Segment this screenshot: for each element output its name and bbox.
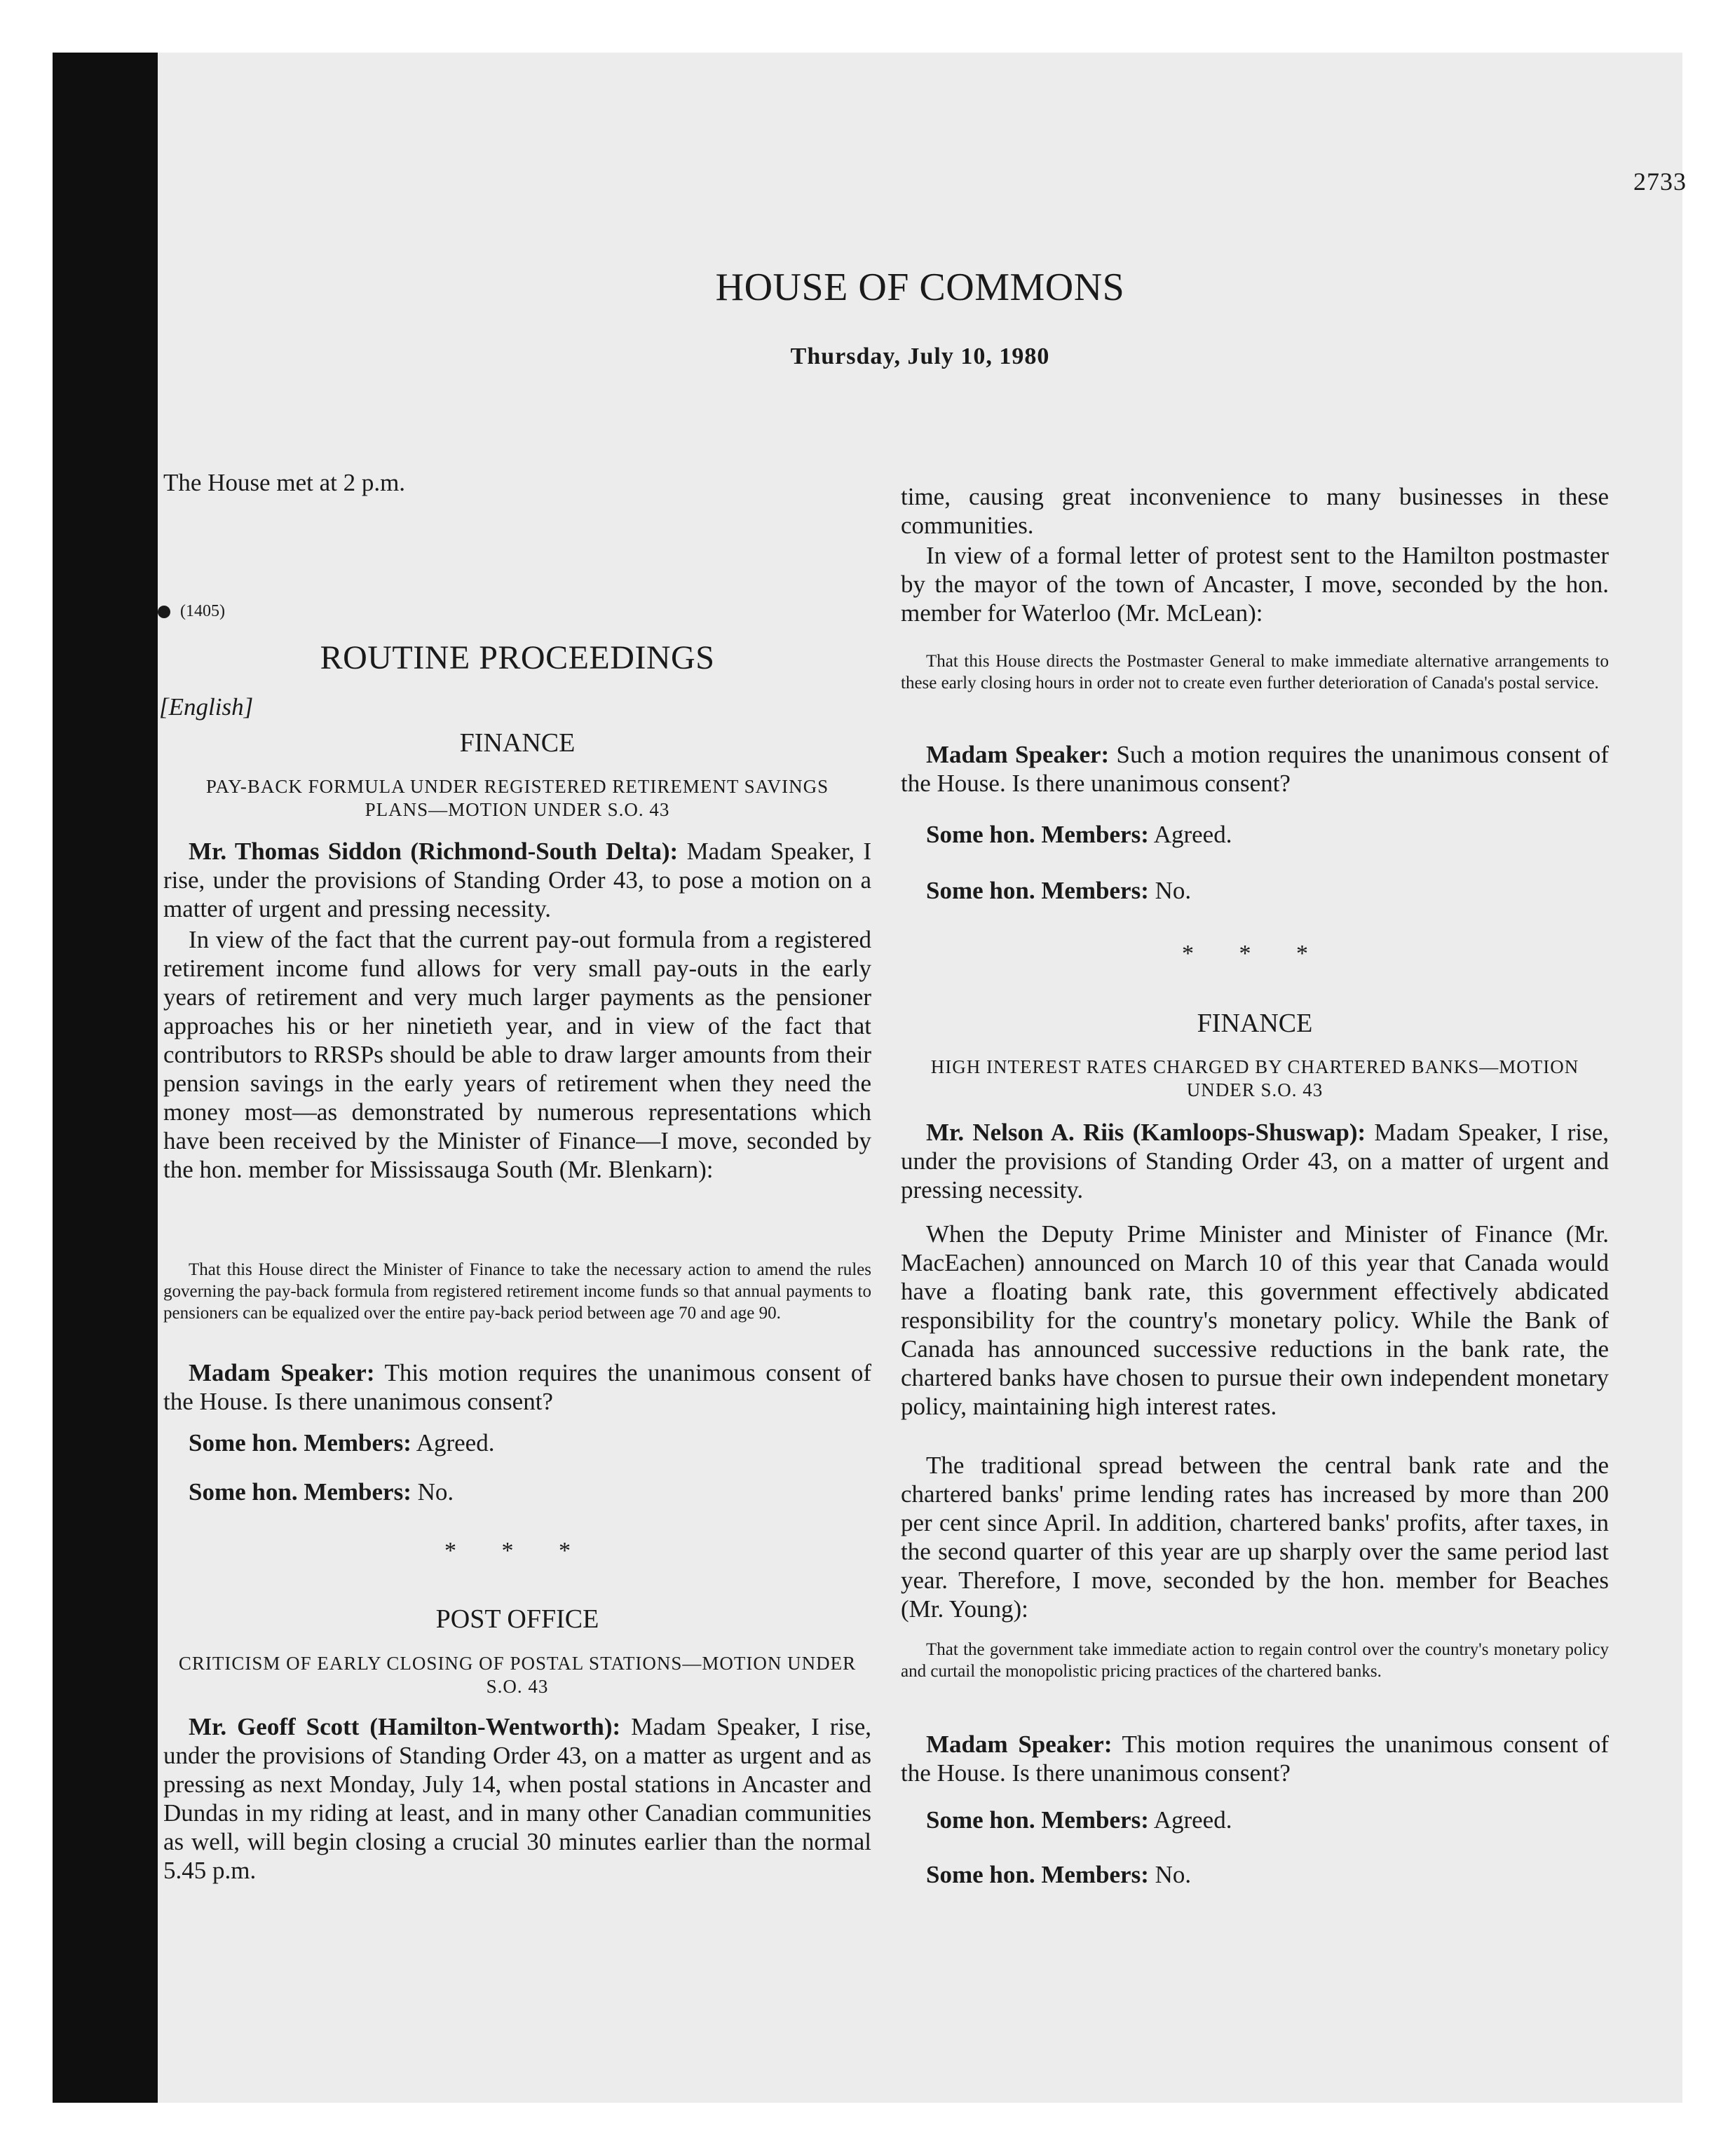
paragraph-text: This motion requires the unanimous consent of the House. Is there unanimous consent? xyxy=(163,1359,871,1415)
siddon-motion xyxy=(163,1259,871,1324)
paragraph-text: Madam Speaker, I rise, under the provisions of Standing Order 43, on a matter as urgent and as pressing as next Monday, July 14, when postal stations in Ancaster and Dundas in my riding at least, and in many other Canadian communities as well, will begin closing a crucial 30 minutes earlier than the normal 5.45 p.m. xyxy=(163,1713,871,1884)
riis-paragraph-3 xyxy=(901,1451,1609,1623)
routine-proceedings-heading: ROUTINE PROCEEDINGS xyxy=(320,639,715,676)
section-separator: * * * xyxy=(1182,941,1328,967)
scott-paragraph xyxy=(163,1712,871,1885)
speaker-name: Some hon. Members: xyxy=(926,1806,1149,1834)
scott-motion xyxy=(901,650,1609,694)
speaker-name: Madam Speaker: xyxy=(926,741,1110,768)
members-response-no-2 xyxy=(901,1860,1609,1889)
finance-subheading: PAY-BACK FORMULA UNDER REGISTERED RETIREMENT SAVINGS PLANS—MOTION UNDER S.O. 43 xyxy=(205,776,829,820)
riis-paragraph xyxy=(901,1118,1609,1204)
finance-subheading: HIGH INTEREST RATES CHARGED BY CHARTERED BANKS—MOTION UNDER S.O. 43 xyxy=(930,1056,1579,1100)
response-text: No. xyxy=(1148,877,1192,904)
riis-paragraph-2 xyxy=(901,1220,1609,1421)
binding-edge xyxy=(53,53,158,2103)
response-text: No. xyxy=(411,1478,454,1506)
page-title: HOUSE OF COMMONS xyxy=(715,266,1125,309)
scott-continuation xyxy=(901,482,1609,540)
paragraph-text: Madam Speaker, I rise, under the provisions of Standing Order 43, to pose a motion on a matter of urgent and pressing necessity. xyxy=(163,838,871,922)
timestamp xyxy=(158,597,866,626)
speaker-name: Madam Speaker: xyxy=(189,1359,375,1386)
motion-text: That this House directs the Postmaster General to make immediate alternative arrangements to these early closing hours in order not to create even further deterioration of Canada's postal service. xyxy=(901,652,1609,692)
page-number: 2733 xyxy=(1633,168,1687,196)
siddon-paragraph xyxy=(163,837,871,923)
members-response-agreed xyxy=(163,1428,871,1457)
members-response-no xyxy=(163,1478,871,1506)
paragraph-text: time, causing great inconvenience to many businesses in these communities. xyxy=(901,483,1609,539)
timestamp-text: (1405) xyxy=(180,602,225,620)
paragraph-text: When the Deputy Prime Minister and Minister of Finance (Mr. MacEachen) announced on March 10 of this year that Canada would have a floating bank rate, this government effectively abdicated responsibility for the country's monetary policy. While the Bank of Canada has announced successive reductions in the bank rate, the chartered banks have chosen to pursue their own independent monetary policy, maintaining high interest rates. xyxy=(901,1220,1609,1420)
paragraph-text: The traditional spread between the central bank rate and the chartered banks' prime lending rates has increased by more than 200 per cent since April. In addition, chartered banks' profits, after taxes, in the second quarter of this year are up sharply over the same period last year. Therefore, I move, seconded by the hon. member for Beaches (Mr. Young): xyxy=(901,1452,1609,1623)
riis-motion xyxy=(901,1639,1609,1682)
paragraph-text: In view of the fact that the current pay-out formula from a registered retirement income fund allows for very small pay-outs in the early years of retirement and very much larger payments as the pensioner approaches his or her ninetieth year, and in view of the fact that contributors to RRSPs should be able to draw larger amounts from their pension savings in the early years of retirement when they need the money most—as demonstrated by numerous representations which have been received by the Minister of Finance—I move, seconded by the hon. member for Mississauga South (Mr. Blenkarn): xyxy=(163,926,871,1183)
paragraph-text: Madam Speaker, I rise, under the provisions of Standing Order 43, on a matter of urgent and pressing necessity. xyxy=(901,1119,1609,1203)
members-response-no xyxy=(901,876,1609,905)
scott-paragraph-2 xyxy=(901,541,1609,627)
motion-text: That the government take immediate action to regain control over the country's monetary policy and curtail the monopolistic pricing practices of the chartered banks. xyxy=(901,1640,1609,1681)
post-office-subheading: CRITICISM OF EARLY CLOSING OF POSTAL STATIONS—MOTION UNDER S.O. 43 xyxy=(178,1653,857,1697)
speaker-name: Some hon. Members: xyxy=(189,1478,411,1506)
paragraph-text: Such a motion requires the unanimous consent of the House. Is there unanimous consent? xyxy=(901,741,1609,797)
paragraph-text: In view of a formal letter of protest sent to the Hamilton postmaster by the mayor of the town of Ancaster, I move, seconded by the hon. member for Waterloo (Mr. McLean): xyxy=(901,542,1609,627)
speaker-name: Mr. Thomas Siddon (Richmond-South Delta): xyxy=(189,838,679,865)
speaker-name: Some hon. Members: xyxy=(926,877,1149,904)
speaker-name: Some hon. Members: xyxy=(926,821,1149,848)
section-separator: * * * xyxy=(444,1538,590,1564)
speaker-name: Madam Speaker: xyxy=(926,1731,1113,1758)
speaker-name: Some hon. Members: xyxy=(189,1429,411,1456)
response-text: Agreed. xyxy=(411,1429,495,1456)
speaker-name: Mr. Geoff Scott (Hamilton-Wentworth): xyxy=(189,1713,621,1740)
bullet-icon xyxy=(158,606,170,618)
language-marker: [English] xyxy=(159,693,254,721)
post-office-heading: POST OFFICE xyxy=(435,1604,599,1634)
speaker-name: Some hon. Members: xyxy=(926,1861,1149,1888)
speaker-ruling xyxy=(163,1358,871,1416)
members-response-agreed-2 xyxy=(901,1806,1609,1834)
speaker-name: Mr. Nelson A. Riis (Kamloops-Shuswap): xyxy=(926,1119,1366,1146)
speaker-ruling-2 xyxy=(901,1730,1609,1787)
finance-heading: FINANCE xyxy=(459,728,576,758)
motion-text: That this House direct the Minister of Finance to take the necessary action to amend the rules governing the pay-back formula from registered retirement income funds so that annual payments to pensioners can be equalized over the entire pay-back period between age 70 and age 90. xyxy=(163,1260,871,1323)
paragraph-text: This motion requires the unanimous consent of the House. Is there unanimous consent? xyxy=(901,1731,1609,1787)
house-met-line: The House met at 2 p.m. xyxy=(163,469,406,496)
siddon-paragraph-2 xyxy=(163,925,871,1184)
response-text: Agreed. xyxy=(1148,821,1232,848)
finance-heading: FINANCE xyxy=(1197,1009,1313,1038)
response-text: Agreed. xyxy=(1148,1806,1232,1834)
speaker-ruling xyxy=(901,740,1609,798)
page-date: Thursday, July 10, 1980 xyxy=(790,343,1050,369)
response-text: No. xyxy=(1148,1861,1192,1888)
members-response-agreed xyxy=(901,820,1609,849)
